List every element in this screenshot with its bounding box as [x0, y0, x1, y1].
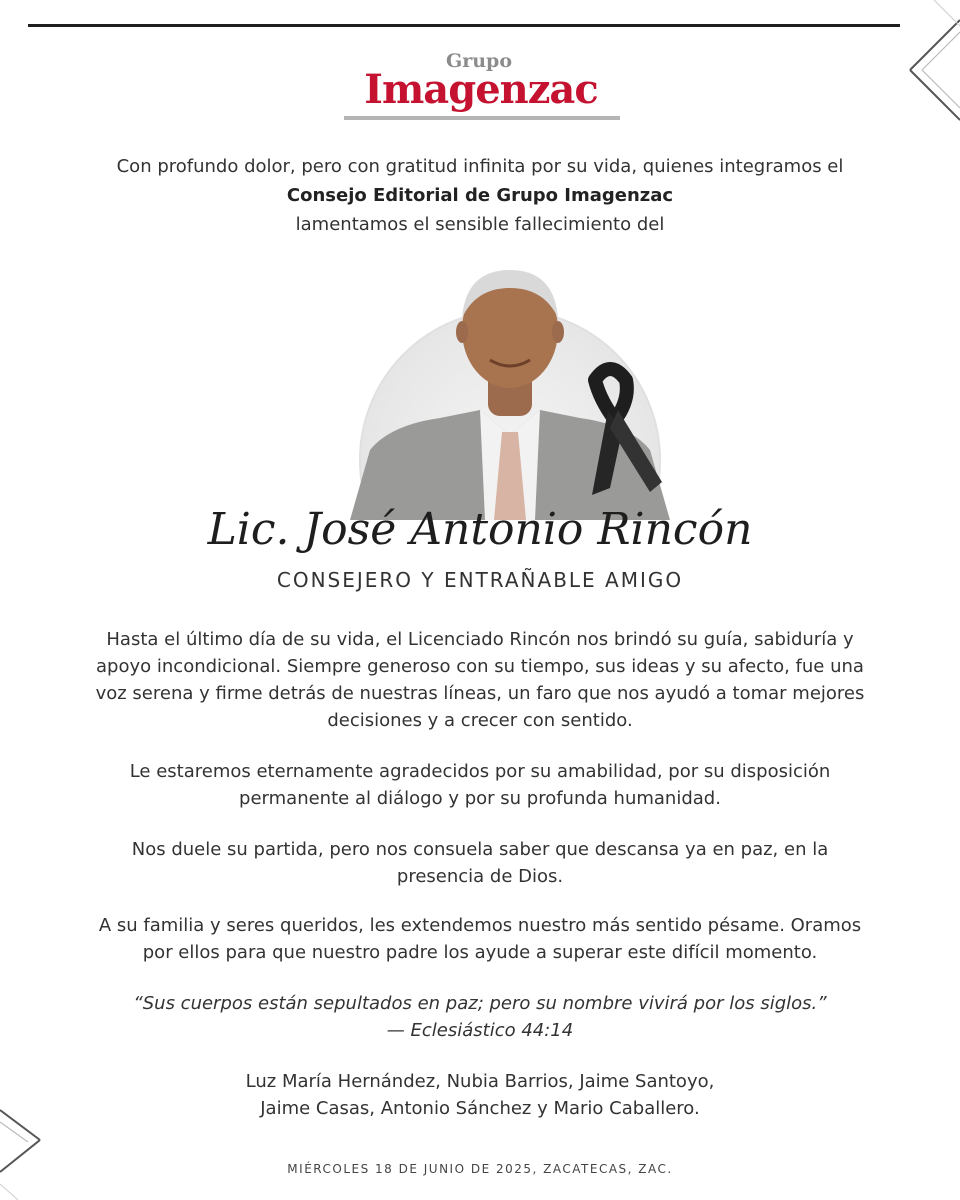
- grupo-imagenzac-logo: [336, 50, 626, 124]
- intro-line-2: Consejo Editorial de Grupo Imagenzac: [286, 185, 674, 206]
- logo-underline: [344, 116, 620, 120]
- intro-line-3: lamentamos el sensible fallecimiento del: [295, 214, 665, 235]
- paragraph-line: Nos duele su partida, pero nos consuela saber que descansa ya en paz, en la: [131, 839, 829, 860]
- paragraph-line: permanente al diálogo y por su profunda humanidad.: [239, 788, 721, 809]
- paragraph-line: por ellos para que nuestro padre los ayude a superar este difícil momento.: [142, 942, 818, 963]
- quote-source: — Eclesiástico 44:14: [386, 1020, 574, 1041]
- signatories: [70, 1068, 890, 1122]
- body-paragraph-1: [70, 626, 890, 734]
- bible-quote: [70, 990, 890, 1044]
- body-paragraph-2: [70, 758, 890, 812]
- quote-text: “Sus cuerpos están sepultados en paz; pero su nombre vivirá por los siglos.”: [133, 993, 827, 1014]
- signatories-line: Luz María Hernández, Nubia Barrios, Jaime Santoyo,: [245, 1071, 715, 1092]
- body-paragraph-3: [70, 836, 890, 890]
- top-rule: [28, 24, 900, 27]
- paragraph-line: Hasta el último día de su vida, el Licenciado Rincón nos brindó su guía, sabiduría y: [106, 629, 854, 650]
- intro-text: [60, 152, 900, 239]
- date-location-footer: MIÉRCOLES 18 DE JUNIO DE 2025, ZACATECAS, ZAC.: [287, 1162, 673, 1176]
- signatories-line: Jaime Casas, Antonio Sánchez y Mario Caballero.: [260, 1098, 700, 1119]
- deceased-name: Lic. José Antonio Rincón: [207, 504, 753, 555]
- intro-line-1: Con profundo dolor, pero con gratitud infinita por su vida, quienes integramos el: [116, 156, 844, 177]
- corner-decoration-bottom-left: [0, 1100, 60, 1200]
- corner-decoration-top-right: [850, 0, 960, 130]
- body-paragraph-4: [70, 912, 890, 966]
- paragraph-line: A su familia y seres queridos, les extendemos nuestro más sentido pésame. Oramos: [98, 915, 862, 936]
- logo-grupo-text: Grupo: [445, 50, 512, 72]
- paragraph-line: Le estaremos eternamente agradecidos por su amabilidad, por su disposición: [129, 761, 831, 782]
- portrait-photo: [330, 260, 690, 520]
- logo-imagenzac-text: Imagenzac: [364, 66, 598, 113]
- paragraph-line: voz serena y firme detrás de nuestras líneas, un faro que nos ayudó a tomar mejores: [95, 683, 865, 704]
- paragraph-line: apoyo incondicional. Siempre generoso con su tiempo, sus ideas y su afecto, fue una: [96, 656, 864, 677]
- paragraph-line: presencia de Dios.: [396, 866, 564, 887]
- deceased-role: CONSEJERO Y ENTRAÑABLE AMIGO: [276, 568, 684, 592]
- paragraph-line: decisiones y a crecer con sentido.: [327, 710, 633, 731]
